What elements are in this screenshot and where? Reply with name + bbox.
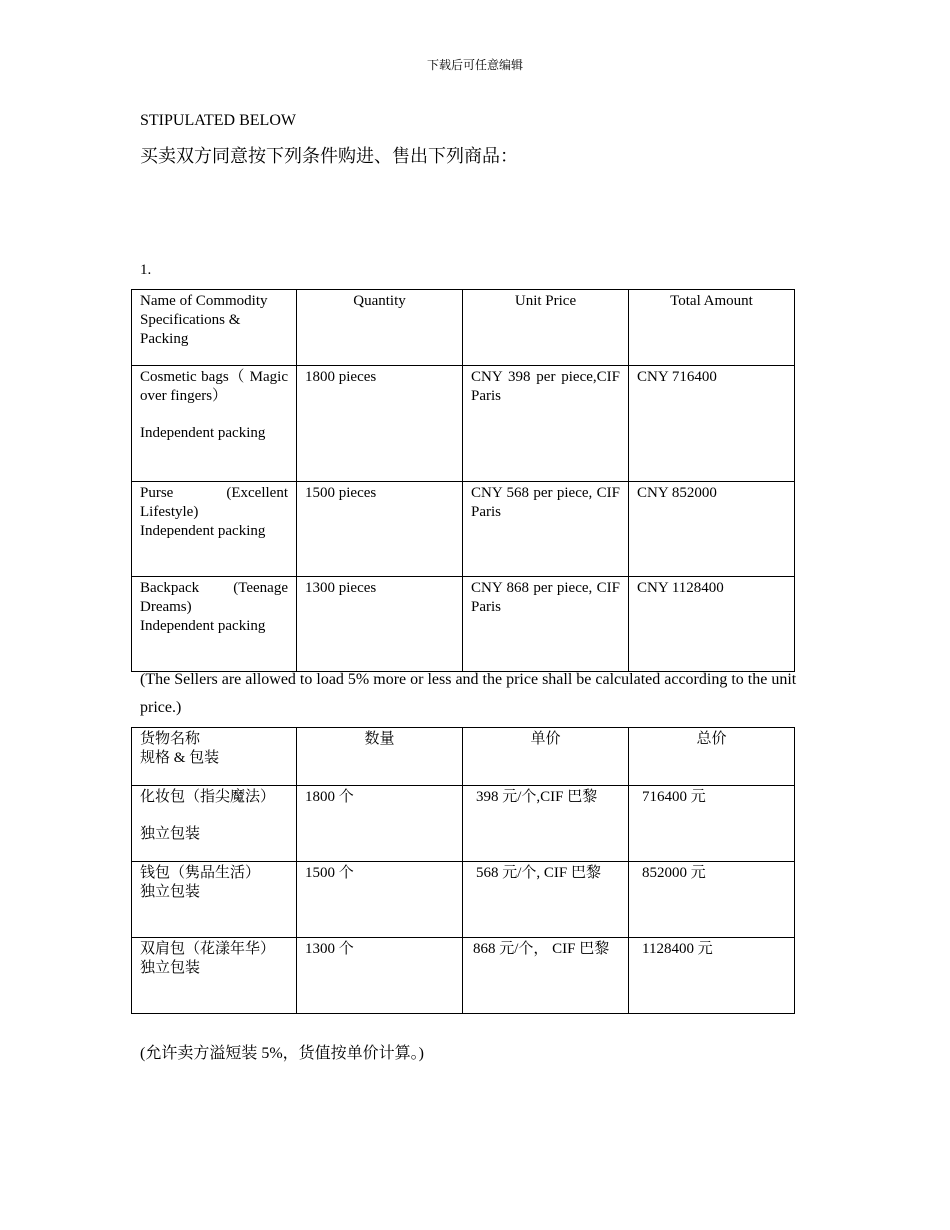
commodity-cell: [132, 577, 297, 672]
page-header: 下载后可任意编辑: [426, 58, 523, 72]
unit-price-cell: 868 元/个， CIF 巴黎: [463, 938, 629, 1014]
commodity-name: Purse (Excellent Lifestyle): [140, 485, 288, 520]
commodity-name: 化妆包（指尖魔法）: [140, 789, 276, 805]
total-cell: 716400 元: [629, 786, 795, 862]
intro-english: STIPULATED BELOW: [140, 112, 296, 129]
commodity-packing: 独立包装: [140, 884, 201, 900]
commodity-table-chinese: [131, 727, 795, 1014]
commodity-cell: [132, 482, 297, 577]
commodity-cell: [132, 786, 297, 862]
total-cell: 1128400 元: [629, 938, 795, 1014]
header-unit-price: Unit Price: [463, 290, 629, 366]
header-commodity: 货物名称 规格 & 包装: [132, 728, 297, 786]
header-unit-price: 单价: [463, 728, 629, 786]
table-row: [132, 366, 795, 482]
tolerance-note-chinese: (允许卖方溢短装 5%，货值按单价计算。): [140, 1045, 424, 1062]
header-total-amount: Total Amount: [629, 290, 795, 366]
tolerance-note-english: (The Sellers are allowed to load 5% more or less and the price shall be calculated according to the unit price.): [140, 671, 797, 716]
unit-price-cell: CNY 868 per piece, CIF Paris: [463, 577, 629, 672]
table-row: [132, 862, 795, 938]
intro-chinese: 买卖双方同意按下列条件购进、售出下列商品：: [140, 146, 518, 166]
commodity-cell: [132, 938, 297, 1014]
quantity-cell: 1300 个: [297, 938, 463, 1014]
total-cell: CNY 852000: [629, 482, 795, 577]
commodity-table-english: [131, 289, 795, 672]
header-total-amount: 总价: [629, 728, 795, 786]
commodity-packing: Independent packing: [140, 425, 266, 441]
unit-price-cell: CNY 398 per piece,CIF Paris: [463, 366, 629, 482]
total-cell: CNY 716400: [629, 366, 795, 482]
table-row: [132, 938, 795, 1014]
table-row: [132, 577, 795, 672]
table-row: [132, 786, 795, 862]
quantity-cell: 1800 pieces: [297, 366, 463, 482]
commodity-name: Cosmetic bags（ Magic over fingers）: [140, 369, 288, 404]
quantity-cell: 1800 个: [297, 786, 463, 862]
table-header-row: [132, 728, 795, 786]
quantity-cell: 1500 pieces: [297, 482, 463, 577]
table-row: [132, 482, 795, 577]
commodity-name: Backpack (Teenage Dreams): [140, 580, 288, 615]
quantity-cell: 1500 个: [297, 862, 463, 938]
header-commodity: Name of Commodity Specifications & Packing: [132, 290, 297, 366]
header-quantity: 数量: [297, 728, 463, 786]
section-number: 1.: [140, 262, 152, 278]
commodity-packing: Independent packing: [140, 523, 266, 539]
quantity-cell: 1300 pieces: [297, 577, 463, 672]
total-cell: CNY 1128400: [629, 577, 795, 672]
unit-price-cell: CNY 568 per piece, CIF Paris: [463, 482, 629, 577]
commodity-cell: [132, 366, 297, 482]
header-quantity: Quantity: [297, 290, 463, 366]
commodity-packing: Independent packing: [140, 618, 266, 634]
table-header-row: [132, 290, 795, 366]
commodity-name: 双肩包（花漾年华）: [140, 941, 276, 957]
commodity-packing: 独立包装: [140, 826, 201, 842]
commodity-name: 钱包（隽品生活）: [140, 865, 261, 881]
commodity-packing: 独立包装: [140, 960, 201, 976]
unit-price-cell: 398 元/个,CIF 巴黎: [463, 786, 629, 862]
commodity-cell: [132, 862, 297, 938]
unit-price-cell: 568 元/个, CIF 巴黎: [463, 862, 629, 938]
total-cell: 852000 元: [629, 862, 795, 938]
